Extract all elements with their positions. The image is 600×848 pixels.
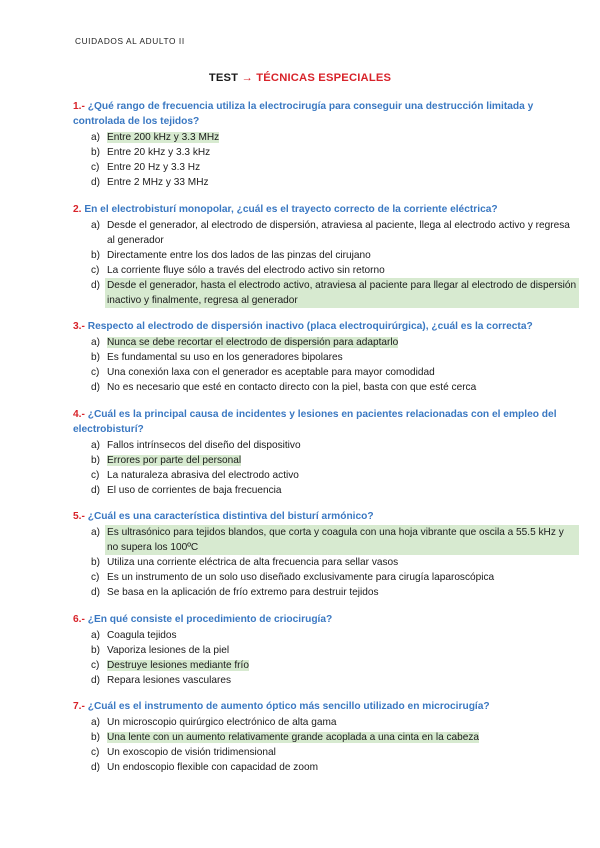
answer-option [73,585,579,600]
option-text: Errores por parte del personal [107,454,242,466]
option-letter: d) [91,382,100,393]
option-letter: d) [91,177,100,188]
answer-option [73,628,579,643]
option-text: Utiliza una corriente eléctrica de alta frecuencia para sellar vasos [107,557,399,568]
answer-option [73,145,579,160]
question-text [73,319,579,334]
option-text: Fallos intrínsecos del diseño del dispositivo [107,439,301,451]
option-letter: c) [91,162,100,173]
title-topic: TÉCNICAS ESPECIALES [252,72,392,84]
option-text: Destruye lesiones mediante frío [107,659,249,671]
option-text: Se basa en la aplicación de frío extremo para destruir tejidos [107,587,379,598]
question-7 [73,699,579,775]
option-letter: c) [91,264,100,276]
arrow-icon: → [241,72,253,84]
option-letter: b) [91,732,100,743]
option-text: Repara lesiones vasculares [107,674,231,686]
answer-option [73,555,579,570]
option-letter: b) [91,557,100,568]
option-text: Vaporiza lesiones de la piel [107,644,230,656]
option-letter: a) [91,527,100,538]
option-letter: b) [91,454,100,466]
option-letter: d) [91,587,100,598]
option-text: Entre 200 kHz y 3.3 MHz [107,132,220,143]
option-text: El uso de corrientes de baja frecuencia [107,484,282,496]
answer-option [73,438,579,453]
answer-option [73,218,579,248]
option-letter: c) [91,747,100,758]
answer-option [73,745,579,760]
question-prompt: ¿Cuál es una característica distintiva del bisturí armónico? [84,511,374,522]
question-prompt: ¿Cuál es el instrumento de aumento óptico más sencillo utilizado en microcirugía? [84,701,490,712]
answer-option-correct [73,335,579,350]
option-text: Una conexión laxa con el generador es aceptable para mayor comodidad [107,367,435,378]
answer-option [73,175,579,190]
answer-option [73,263,579,278]
option-text: Entre 20 kHz y 3.3 kHz [107,147,211,158]
question-text [73,407,579,437]
question-text [73,202,579,217]
option-letter: d) [91,279,100,291]
question-text [73,699,579,714]
option-text: Una lente con un aumento relativamente grande acoplada a una cinta en la cabeza [107,732,480,743]
option-letter: a) [91,132,100,143]
option-letter: a) [91,717,100,728]
question-prompt: En el electrobisturí monopolar, ¿cuál es el trayecto correcto de la corriente eléctrica? [81,203,498,215]
answer-option [73,350,579,365]
answer-option [73,715,579,730]
answer-option [73,160,579,175]
answer-option [73,248,579,263]
option-text: Directamente entre los dos lados de las pinzas del cirujano [107,249,371,261]
option-text: Un exoscopio de visión tridimensional [107,747,276,758]
page-header: CUIDADOS AL ADULTO II [75,36,185,46]
option-letter: c) [91,469,100,481]
answer-option [73,643,579,658]
option-text: Nunca se debe recortar el electrodo de dispersión para adaptarlo [107,337,399,348]
option-text: No es necesario que esté en contacto directo con la piel, basta con que esté cerca [107,382,477,393]
answer-option [73,570,579,585]
question-number: 4.- [73,408,85,420]
answer-option-correct [73,658,579,673]
question-text [73,99,579,129]
question-number: 5.- [73,511,85,522]
answer-option-correct [73,730,579,745]
page-title [0,72,600,84]
answer-option [73,380,579,395]
answer-option [73,483,579,498]
title-prefix: TEST [208,72,242,84]
answer-option-correct [73,278,579,308]
question-text [73,509,579,524]
option-text: Un microscopio quirúrgico electrónico de alta gama [107,717,337,728]
answer-options [73,628,579,688]
answer-options [73,525,579,600]
question-6 [73,612,579,688]
answer-option [73,673,579,688]
option-letter: d) [91,762,100,773]
option-text: Coagula tejidos [107,629,177,641]
answer-option-correct [73,453,579,468]
option-text: Entre 20 Hz y 3.3 Hz [107,162,201,173]
option-text: Entre 2 MHz y 33 MHz [107,177,209,188]
answer-option [73,760,579,775]
question-4 [73,407,579,498]
option-letter: c) [91,572,100,583]
option-letter: a) [91,337,100,348]
option-letter: a) [91,219,100,231]
answer-options [73,130,579,190]
option-letter: d) [91,674,100,686]
answer-option-correct [73,525,579,555]
option-letter: b) [91,147,100,158]
option-letter: a) [91,629,100,641]
option-text: La naturaleza abrasiva del electrodo activo [107,469,299,481]
option-letter: b) [91,644,100,656]
answer-options [73,218,579,308]
answer-option-correct [73,130,579,145]
option-text: Un endoscopio flexible con capacidad de zoom [107,762,318,773]
answer-option [73,365,579,380]
question-number: 6.- [73,613,85,625]
question-prompt: ¿Cuál es la principal causa de incidentes y lesiones en pacientes relacionadas con el empleo del electrobisturí? [73,408,557,435]
option-text: Es un instrumento de un solo uso diseñado exclusivamente para cirugía laparoscópica [107,572,495,583]
answer-option [73,468,579,483]
option-letter: c) [91,659,100,671]
question-number: 1.- [73,101,85,112]
option-letter: b) [91,352,100,363]
question-text [73,612,579,627]
question-number: 2. [73,203,82,215]
option-text: Desde el generador, hasta el electrodo activo, atraviesa al paciente para llegar al electrodo de dispersión inactivo y finalmente, regresa al generador [107,279,577,306]
question-prompt: ¿Qué rango de frecuencia utiliza la electrocirugía para conseguir una destrucción limitada y controlada de los tejidos? [73,101,534,127]
option-text: Es ultrasónico para tejidos blandos, que corta y coagula con una hoja vibrante que oscila a 55.5 kHz y no supera los 100ºC [107,527,564,553]
question-prompt: Respecto al electrodo de dispersión inactivo (placa electroquirúrgica), ¿cuál es la correcta? [84,321,533,332]
question-number: 3.- [73,321,85,332]
answer-options [73,715,579,775]
answer-options [73,335,579,395]
question-list [73,99,579,787]
option-letter: c) [91,367,100,378]
option-letter: b) [91,249,100,261]
question-prompt: ¿En qué consiste el procedimiento de criocirugía? [84,613,333,625]
question-3 [73,319,579,395]
option-text: La corriente fluye sólo a través del electrodo activo sin retorno [107,264,385,276]
question-2 [73,202,579,308]
option-letter: d) [91,484,100,496]
question-5 [73,509,579,600]
answer-options [73,438,579,498]
option-text: Es fundamental su uso en los generadores bipolares [107,352,343,363]
question-number: 7.- [73,701,85,712]
question-1 [73,99,579,190]
option-letter: a) [91,439,100,451]
option-text: Desde el generador, al electrodo de dispersión, atraviesa al paciente, llega al electrodo activo y regresa al generador [107,219,570,246]
